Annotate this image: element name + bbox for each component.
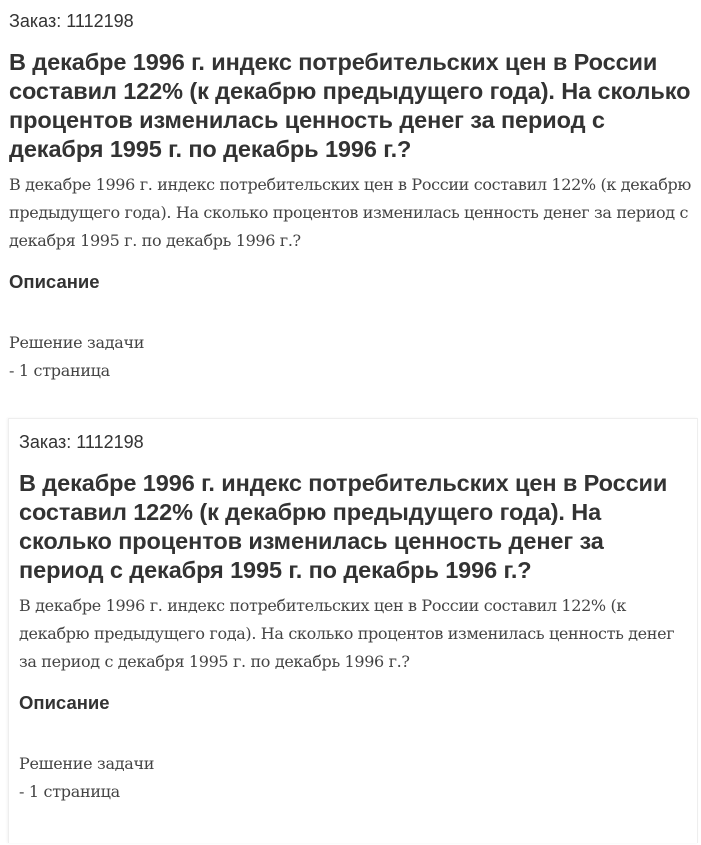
order-block-secondary — [8, 418, 698, 843]
order-number-label: Заказ: 1112198 — [19, 432, 144, 452]
order-block-primary — [0, 0, 701, 410]
order-number-label: Заказ: 1112198 — [9, 11, 134, 31]
solution-pages: - 1 страница — [19, 782, 120, 801]
solution-type: Решение задачи — [9, 333, 145, 352]
solution-info — [19, 750, 688, 806]
task-title: В декабре 1996 г. индекс потребительских цен в России составил 122% (к декабрю предыдущего года). На сколько процентов изменилась ценность денег за период с декабря 1995 г. по декабрь 1996 г.? — [9, 49, 691, 162]
solution-type: Решение задачи — [19, 754, 155, 773]
task-text: В декабре 1996 г. индекс потребительских цен в России составил 122% (к декабрю предыдущего года). На сколько процентов изменилась ценность денег за период с декабря 1995 г. по декабрь 1996 г.? — [19, 596, 675, 671]
task-title: В декабре 1996 г. индекс потребительских цен в России составил 122% (к декабрю предыдущего года). На сколько процентов изменилась ценность денег за период с декабря 1995 г. по декабрь 1996 г.? — [19, 470, 668, 583]
task-text: В декабре 1996 г. индекс потребительских цен в России составил 122% (к декабрю предыдущего года). На сколько процентов изменилась ценность денег за период с декабря 1995 г. по декабрь 1996 г.? — [9, 175, 691, 250]
solution-pages: - 1 страница — [9, 361, 110, 380]
description-heading: Описание — [19, 692, 110, 713]
description-heading: Описание — [9, 271, 100, 292]
solution-info — [9, 329, 692, 385]
